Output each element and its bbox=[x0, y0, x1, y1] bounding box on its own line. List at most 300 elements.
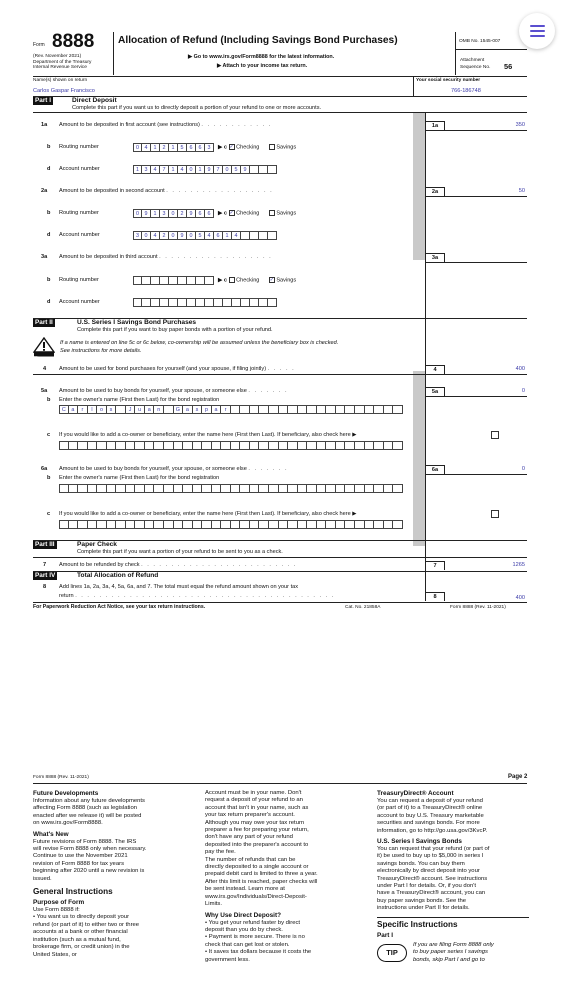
text-line: it) be used to buy up to $5,000 in series I bbox=[377, 853, 484, 860]
character-cell[interactable] bbox=[97, 441, 107, 450]
checking-checkbox-3[interactable] bbox=[229, 277, 235, 283]
text-line: account to buy U.S. Treasury marketable bbox=[377, 812, 484, 819]
line-1a-box: 1a bbox=[425, 121, 445, 130]
character-cell[interactable] bbox=[298, 484, 308, 493]
character-cell[interactable] bbox=[393, 520, 403, 529]
character-cell[interactable]: a bbox=[212, 405, 222, 414]
character-cell[interactable] bbox=[288, 441, 298, 450]
character-cell[interactable] bbox=[116, 405, 126, 414]
routing-number-3[interactable] bbox=[133, 276, 214, 285]
account-number-1[interactable] bbox=[133, 165, 277, 174]
character-cell[interactable]: 9 bbox=[142, 209, 151, 218]
character-cell[interactable] bbox=[250, 484, 260, 493]
character-cell[interactable]: 0 bbox=[187, 231, 196, 240]
account-number-2[interactable] bbox=[133, 231, 277, 240]
line-8-amount[interactable]: 400 bbox=[515, 595, 525, 601]
character-cell[interactable] bbox=[240, 484, 250, 493]
character-cell[interactable] bbox=[384, 441, 394, 450]
character-cell[interactable] bbox=[169, 276, 178, 285]
character-cell[interactable]: 0 bbox=[133, 209, 142, 218]
character-cell[interactable] bbox=[187, 298, 196, 307]
character-cell[interactable] bbox=[298, 441, 308, 450]
character-cell[interactable] bbox=[133, 276, 142, 285]
line-8-number: 8 bbox=[43, 584, 47, 590]
character-cell[interactable]: 1 bbox=[169, 165, 178, 174]
character-cell[interactable] bbox=[231, 520, 241, 529]
character-cell[interactable] bbox=[221, 520, 231, 529]
character-cell[interactable] bbox=[107, 441, 117, 450]
character-cell[interactable] bbox=[374, 484, 384, 493]
character-cell[interactable] bbox=[326, 441, 336, 450]
character-cell[interactable] bbox=[69, 484, 79, 493]
shaded-column-part2 bbox=[413, 371, 425, 546]
character-cell[interactable] bbox=[174, 441, 184, 450]
character-cell[interactable]: 3 bbox=[205, 143, 214, 152]
routing-number-2[interactable] bbox=[133, 209, 214, 218]
character-cell[interactable]: 7 bbox=[214, 165, 223, 174]
character-cell[interactable] bbox=[174, 484, 184, 493]
character-cell[interactable]: 3 bbox=[133, 231, 142, 240]
coowner-name-5c[interactable] bbox=[59, 441, 403, 450]
checking-checkbox-1[interactable]: ✓ bbox=[229, 144, 234, 150]
line-6a-amount[interactable]: 0 bbox=[521, 466, 525, 472]
character-cell[interactable] bbox=[69, 520, 79, 529]
tip-text bbox=[413, 942, 494, 964]
character-cell[interactable] bbox=[326, 405, 336, 414]
character-cell[interactable] bbox=[317, 484, 327, 493]
text-line: securities and savings bonds. For more bbox=[377, 820, 480, 827]
owner-name-6b[interactable] bbox=[59, 484, 403, 493]
text-line: directly deposited to a single account or bbox=[205, 864, 309, 871]
character-cell[interactable] bbox=[384, 520, 394, 529]
character-cell[interactable]: 6 bbox=[196, 143, 205, 152]
taxpayer-ssn[interactable]: 766-186748 bbox=[451, 88, 481, 94]
character-cell[interactable] bbox=[202, 520, 212, 529]
character-cell[interactable] bbox=[384, 405, 394, 414]
line-6a-number: 6a bbox=[41, 466, 48, 472]
character-cell[interactable] bbox=[279, 441, 289, 450]
character-cell[interactable] bbox=[259, 298, 268, 307]
character-cell[interactable] bbox=[231, 484, 241, 493]
character-cell[interactable] bbox=[298, 520, 308, 529]
whats-new-heading: What's New bbox=[33, 830, 69, 838]
character-cell[interactable]: 4 bbox=[151, 165, 160, 174]
character-cell[interactable] bbox=[78, 441, 88, 450]
character-cell[interactable] bbox=[269, 484, 279, 493]
line-8-text-2: return . . . . . . . . . . . . . . . . . . . . . . . . . . . . . . . . . . . . . . . . . . . bbox=[59, 593, 335, 599]
character-cell[interactable] bbox=[279, 405, 289, 414]
character-cell[interactable] bbox=[345, 405, 355, 414]
character-cell[interactable] bbox=[174, 520, 184, 529]
character-cell[interactable]: s bbox=[193, 405, 203, 414]
account-number-3[interactable] bbox=[133, 298, 277, 307]
character-cell[interactable]: 0 bbox=[223, 165, 232, 174]
text-line: under Part I for details. Or, if you don't bbox=[377, 883, 477, 890]
character-cell[interactable] bbox=[214, 298, 223, 307]
character-cell[interactable]: 5 bbox=[196, 231, 205, 240]
character-cell[interactable] bbox=[193, 441, 203, 450]
character-cell[interactable] bbox=[160, 298, 169, 307]
character-cell[interactable] bbox=[231, 405, 241, 414]
character-cell[interactable]: 0 bbox=[133, 143, 142, 152]
character-cell[interactable] bbox=[193, 520, 203, 529]
line-3d-text: Account number bbox=[59, 299, 100, 305]
character-cell[interactable] bbox=[151, 298, 160, 307]
character-cell[interactable] bbox=[279, 520, 289, 529]
character-cell[interactable] bbox=[269, 520, 279, 529]
character-cell[interactable] bbox=[250, 441, 260, 450]
line-3b-text: Routing number bbox=[59, 277, 99, 283]
character-cell[interactable]: 6 bbox=[196, 209, 205, 218]
character-cell[interactable]: 4 bbox=[151, 231, 160, 240]
line-2a-amount[interactable]: 50 bbox=[518, 188, 525, 194]
character-cell[interactable]: r bbox=[221, 405, 231, 414]
character-cell[interactable] bbox=[393, 405, 403, 414]
character-cell[interactable]: 4 bbox=[142, 143, 151, 152]
character-cell[interactable] bbox=[59, 441, 69, 450]
character-cell[interactable]: o bbox=[97, 405, 107, 414]
character-cell[interactable] bbox=[355, 405, 365, 414]
character-cell[interactable] bbox=[365, 520, 375, 529]
character-cell[interactable] bbox=[288, 520, 298, 529]
character-cell[interactable] bbox=[269, 405, 279, 414]
character-cell[interactable]: 1 bbox=[133, 165, 142, 174]
page-2-header-left: Form 8888 (Rev. 11-2021) bbox=[33, 775, 89, 780]
character-cell[interactable]: 1 bbox=[151, 143, 160, 152]
line-6a-box: 6a bbox=[425, 465, 445, 474]
character-cell[interactable]: 6 bbox=[187, 143, 196, 152]
character-cell[interactable] bbox=[259, 405, 269, 414]
character-cell[interactable]: r bbox=[78, 405, 88, 414]
character-cell[interactable] bbox=[221, 441, 231, 450]
character-cell[interactable] bbox=[59, 484, 69, 493]
character-cell[interactable]: 5 bbox=[232, 165, 241, 174]
character-cell[interactable]: 0 bbox=[187, 165, 196, 174]
coowner-name-6c[interactable] bbox=[59, 520, 403, 529]
character-cell[interactable] bbox=[164, 405, 174, 414]
character-cell[interactable] bbox=[178, 298, 187, 307]
text-line: deposited into the preparer's account to bbox=[205, 841, 309, 848]
character-cell[interactable] bbox=[365, 484, 375, 493]
character-cell[interactable]: J bbox=[126, 405, 136, 414]
character-cell[interactable]: 6 bbox=[214, 231, 223, 240]
text-line: to buy paper series I savings bbox=[413, 949, 488, 956]
character-cell[interactable] bbox=[97, 520, 107, 529]
character-cell[interactable] bbox=[145, 520, 155, 529]
character-cell[interactable] bbox=[126, 441, 136, 450]
character-cell[interactable] bbox=[142, 276, 151, 285]
character-cell[interactable]: 3 bbox=[160, 209, 169, 218]
line-8-box: 8 bbox=[425, 592, 445, 601]
character-cell[interactable] bbox=[240, 520, 250, 529]
character-cell[interactable]: 9 bbox=[205, 165, 214, 174]
hamburger-menu-icon[interactable] bbox=[519, 13, 555, 49]
character-cell[interactable] bbox=[355, 484, 365, 493]
taxpayer-name[interactable]: Carlos Gaspar Francisco bbox=[33, 88, 95, 94]
attachment-label: Attachment bbox=[460, 58, 485, 63]
character-cell[interactable] bbox=[202, 484, 212, 493]
character-cell[interactable] bbox=[212, 441, 222, 450]
character-cell[interactable] bbox=[183, 484, 193, 493]
character-cell[interactable] bbox=[107, 520, 117, 529]
character-cell[interactable]: 2 bbox=[178, 209, 187, 218]
character-cell[interactable] bbox=[145, 441, 155, 450]
character-cell[interactable] bbox=[59, 520, 69, 529]
character-cell[interactable] bbox=[336, 484, 346, 493]
character-cell[interactable] bbox=[116, 441, 126, 450]
line-2a-box: 2a bbox=[425, 187, 445, 196]
character-cell[interactable] bbox=[116, 484, 126, 493]
character-cell[interactable]: 4 bbox=[178, 165, 187, 174]
character-cell[interactable] bbox=[393, 441, 403, 450]
character-cell[interactable] bbox=[268, 165, 277, 174]
character-cell[interactable] bbox=[336, 441, 346, 450]
character-cell[interactable] bbox=[279, 484, 289, 493]
character-cell[interactable] bbox=[196, 276, 205, 285]
character-cell[interactable]: 2 bbox=[160, 143, 169, 152]
text-line: check that can get lost or stolen. bbox=[205, 941, 290, 948]
character-cell[interactable] bbox=[154, 520, 164, 529]
character-cell[interactable] bbox=[69, 441, 79, 450]
text-line: electronically by direct deposit into your bbox=[377, 868, 480, 875]
character-cell[interactable] bbox=[326, 520, 336, 529]
form-title: Allocation of Refund (Including Savings Bond Purchases) bbox=[118, 35, 398, 46]
character-cell[interactable] bbox=[135, 520, 145, 529]
character-cell[interactable] bbox=[151, 276, 160, 285]
routing-number-1[interactable] bbox=[133, 143, 214, 152]
character-cell[interactable] bbox=[205, 298, 214, 307]
character-cell[interactable]: 0 bbox=[142, 231, 151, 240]
character-cell[interactable] bbox=[336, 520, 346, 529]
character-cell[interactable] bbox=[336, 405, 346, 414]
character-cell[interactable] bbox=[374, 441, 384, 450]
line-8-text-1: Add lines 1a, 2a, 3a, 4, 5a, 6a, and 7. The total must equal the refund amount shown on your tax bbox=[59, 584, 299, 590]
text-line: Continue to use the November 2021 bbox=[33, 853, 128, 860]
beneficiary-checkbox-5c[interactable] bbox=[491, 431, 499, 439]
character-cell[interactable] bbox=[259, 441, 269, 450]
savings-checkbox-2[interactable] bbox=[269, 210, 275, 216]
character-cell[interactable] bbox=[88, 520, 98, 529]
character-cell[interactable]: a bbox=[183, 405, 193, 414]
page-2-column-1 bbox=[33, 790, 181, 959]
character-cell[interactable] bbox=[223, 298, 232, 307]
character-cell[interactable] bbox=[133, 298, 142, 307]
character-cell[interactable]: 3 bbox=[142, 165, 151, 174]
character-cell[interactable]: 0 bbox=[169, 231, 178, 240]
character-cell[interactable] bbox=[78, 520, 88, 529]
character-cell[interactable]: u bbox=[135, 405, 145, 414]
character-cell[interactable] bbox=[231, 441, 241, 450]
character-cell[interactable] bbox=[126, 520, 136, 529]
character-cell[interactable] bbox=[154, 441, 164, 450]
character-cell[interactable] bbox=[250, 405, 260, 414]
text-line: beginning after 2020 until a new revision is bbox=[33, 868, 145, 875]
character-cell[interactable] bbox=[193, 484, 203, 493]
department: Department of the Treasury bbox=[33, 60, 92, 65]
character-cell[interactable] bbox=[345, 484, 355, 493]
character-cell[interactable] bbox=[241, 231, 250, 240]
character-cell[interactable] bbox=[269, 441, 279, 450]
line-1a-amount[interactable]: 350 bbox=[515, 122, 525, 128]
beneficiary-checkbox-6c[interactable] bbox=[491, 510, 499, 518]
character-cell[interactable] bbox=[307, 441, 317, 450]
character-cell[interactable] bbox=[355, 520, 365, 529]
character-cell[interactable]: 4 bbox=[205, 231, 214, 240]
character-cell[interactable] bbox=[250, 520, 260, 529]
character-cell[interactable] bbox=[107, 484, 117, 493]
character-cell[interactable] bbox=[135, 484, 145, 493]
character-cell[interactable] bbox=[169, 298, 178, 307]
line-5a-amount[interactable]: 0 bbox=[521, 388, 525, 394]
savings-checkbox-1[interactable] bbox=[269, 144, 275, 150]
text-line: • Payment is more secure. There is no bbox=[205, 934, 305, 941]
character-cell[interactable]: a bbox=[69, 405, 79, 414]
character-cell[interactable] bbox=[183, 441, 193, 450]
character-cell[interactable] bbox=[326, 484, 336, 493]
character-cell[interactable] bbox=[307, 520, 317, 529]
character-cell[interactable]: 1 bbox=[169, 143, 178, 152]
character-cell[interactable]: l bbox=[88, 405, 98, 414]
character-cell[interactable] bbox=[78, 484, 88, 493]
line-4-number: 4 bbox=[43, 366, 47, 372]
character-cell[interactable]: 1 bbox=[223, 231, 232, 240]
character-cell[interactable] bbox=[212, 520, 222, 529]
savings-checkbox-3[interactable]: ✓ bbox=[269, 277, 274, 283]
character-cell[interactable] bbox=[250, 231, 259, 240]
line-6b-letter: b bbox=[47, 475, 51, 481]
character-cell[interactable] bbox=[154, 484, 164, 493]
general-instructions-heading: General Instructions bbox=[33, 887, 113, 897]
character-cell[interactable] bbox=[268, 298, 277, 307]
character-cell[interactable] bbox=[317, 405, 327, 414]
character-cell[interactable] bbox=[259, 484, 269, 493]
character-cell[interactable] bbox=[384, 484, 394, 493]
line-2a-number: 2a bbox=[41, 188, 48, 194]
ssn-label: Your social security number bbox=[416, 78, 481, 83]
character-cell[interactable] bbox=[288, 405, 298, 414]
line-7-amount[interactable]: 1265 bbox=[512, 562, 525, 568]
character-cell[interactable]: 2 bbox=[160, 231, 169, 240]
character-cell[interactable] bbox=[307, 484, 317, 493]
part-1-instructions-heading: Part I bbox=[377, 931, 393, 939]
line-5a-box: 5a bbox=[425, 387, 445, 396]
character-cell[interactable] bbox=[164, 484, 174, 493]
character-cell[interactable]: s bbox=[107, 405, 117, 414]
character-cell[interactable] bbox=[307, 405, 317, 414]
line-6c-text: If you would like to add a co-owner or beneficiary, enter the name here (First then Last). If beneficiary, also check here ▶ bbox=[59, 511, 357, 517]
part-1-title: Direct Deposit bbox=[72, 97, 117, 104]
character-cell[interactable] bbox=[345, 520, 355, 529]
text-line: TreasuryDirect® account. See instructions bbox=[377, 875, 488, 882]
character-cell[interactable] bbox=[259, 520, 269, 529]
character-cell[interactable] bbox=[259, 231, 268, 240]
character-cell[interactable] bbox=[202, 441, 212, 450]
specific-instructions-heading: Specific Instructions bbox=[377, 919, 458, 929]
line-4-amount[interactable]: 400 bbox=[515, 366, 525, 372]
character-cell[interactable] bbox=[345, 441, 355, 450]
character-cell[interactable] bbox=[232, 298, 241, 307]
character-cell[interactable] bbox=[268, 231, 277, 240]
character-cell[interactable] bbox=[187, 276, 196, 285]
checking-checkbox-2[interactable]: ✓ bbox=[229, 210, 234, 216]
character-cell[interactable] bbox=[178, 276, 187, 285]
character-cell[interactable] bbox=[205, 276, 214, 285]
character-cell[interactable] bbox=[97, 484, 107, 493]
character-cell[interactable]: 5 bbox=[178, 143, 187, 152]
character-cell[interactable] bbox=[116, 520, 126, 529]
character-cell[interactable] bbox=[365, 441, 375, 450]
character-cell[interactable]: 7 bbox=[160, 165, 169, 174]
character-cell[interactable] bbox=[374, 520, 384, 529]
character-cell[interactable] bbox=[221, 484, 231, 493]
character-cell[interactable] bbox=[393, 484, 403, 493]
character-cell[interactable] bbox=[126, 484, 136, 493]
character-cell[interactable]: C bbox=[59, 405, 69, 414]
character-cell[interactable] bbox=[135, 441, 145, 450]
text-line: on www.irs.gov/Form8888. bbox=[33, 820, 103, 827]
character-cell[interactable] bbox=[374, 405, 384, 414]
text-line: be sent instead. Learn more at bbox=[205, 886, 285, 893]
text-line: You can request a deposit of your refund bbox=[377, 798, 483, 804]
character-cell[interactable] bbox=[250, 165, 259, 174]
character-cell[interactable]: 0 bbox=[169, 209, 178, 218]
character-cell[interactable] bbox=[259, 165, 268, 174]
character-cell[interactable]: 9 bbox=[241, 165, 250, 174]
character-cell[interactable] bbox=[240, 405, 250, 414]
character-cell[interactable]: G bbox=[174, 405, 184, 414]
character-cell[interactable]: 9 bbox=[178, 231, 187, 240]
character-cell[interactable] bbox=[164, 520, 174, 529]
character-cell[interactable]: 9 bbox=[187, 209, 196, 218]
character-cell[interactable] bbox=[241, 298, 250, 307]
character-cell[interactable] bbox=[160, 276, 169, 285]
character-cell[interactable] bbox=[196, 298, 205, 307]
character-cell[interactable]: p bbox=[202, 405, 212, 414]
character-cell[interactable]: n bbox=[154, 405, 164, 414]
character-cell[interactable] bbox=[88, 441, 98, 450]
character-cell[interactable]: 6 bbox=[205, 209, 214, 218]
character-cell[interactable]: a bbox=[145, 405, 155, 414]
character-cell[interactable] bbox=[288, 484, 298, 493]
character-cell[interactable] bbox=[88, 484, 98, 493]
character-cell[interactable] bbox=[355, 441, 365, 450]
character-cell[interactable] bbox=[142, 298, 151, 307]
character-cell[interactable]: 4 bbox=[232, 231, 241, 240]
text-line: savings bonds. You can buy them bbox=[377, 860, 465, 867]
why-direct-deposit-text bbox=[205, 920, 355, 964]
character-cell[interactable] bbox=[298, 405, 308, 414]
text-line: Account must be in your name. Don't bbox=[205, 790, 302, 796]
text-line: your tax return preparer's account. bbox=[205, 812, 295, 819]
character-cell[interactable] bbox=[317, 520, 327, 529]
character-cell[interactable] bbox=[183, 520, 193, 529]
line-2a-text: Amount to be deposited in second account . . . . . . . . . . . . . . . . . . bbox=[59, 188, 274, 194]
character-cell[interactable]: 1 bbox=[151, 209, 160, 218]
character-cell[interactable] bbox=[212, 484, 222, 493]
line-2d-text: Account number bbox=[59, 232, 100, 238]
character-cell[interactable] bbox=[164, 441, 174, 450]
character-cell[interactable] bbox=[145, 484, 155, 493]
character-cell[interactable] bbox=[365, 405, 375, 414]
character-cell[interactable] bbox=[250, 298, 259, 307]
caution-text-1: If a name is entered on line 5c or 6c below, co-ownership will be assumed unless the beneficiary box is checked. bbox=[60, 340, 339, 346]
text-line: brokerage firm, or credit union) in the bbox=[33, 944, 130, 951]
character-cell[interactable] bbox=[317, 441, 327, 450]
character-cell[interactable] bbox=[240, 441, 250, 450]
text-line: After this limit is reached, paper checks will bbox=[205, 878, 318, 885]
owner-name-5b[interactable] bbox=[59, 405, 403, 414]
character-cell[interactable]: 1 bbox=[196, 165, 205, 174]
